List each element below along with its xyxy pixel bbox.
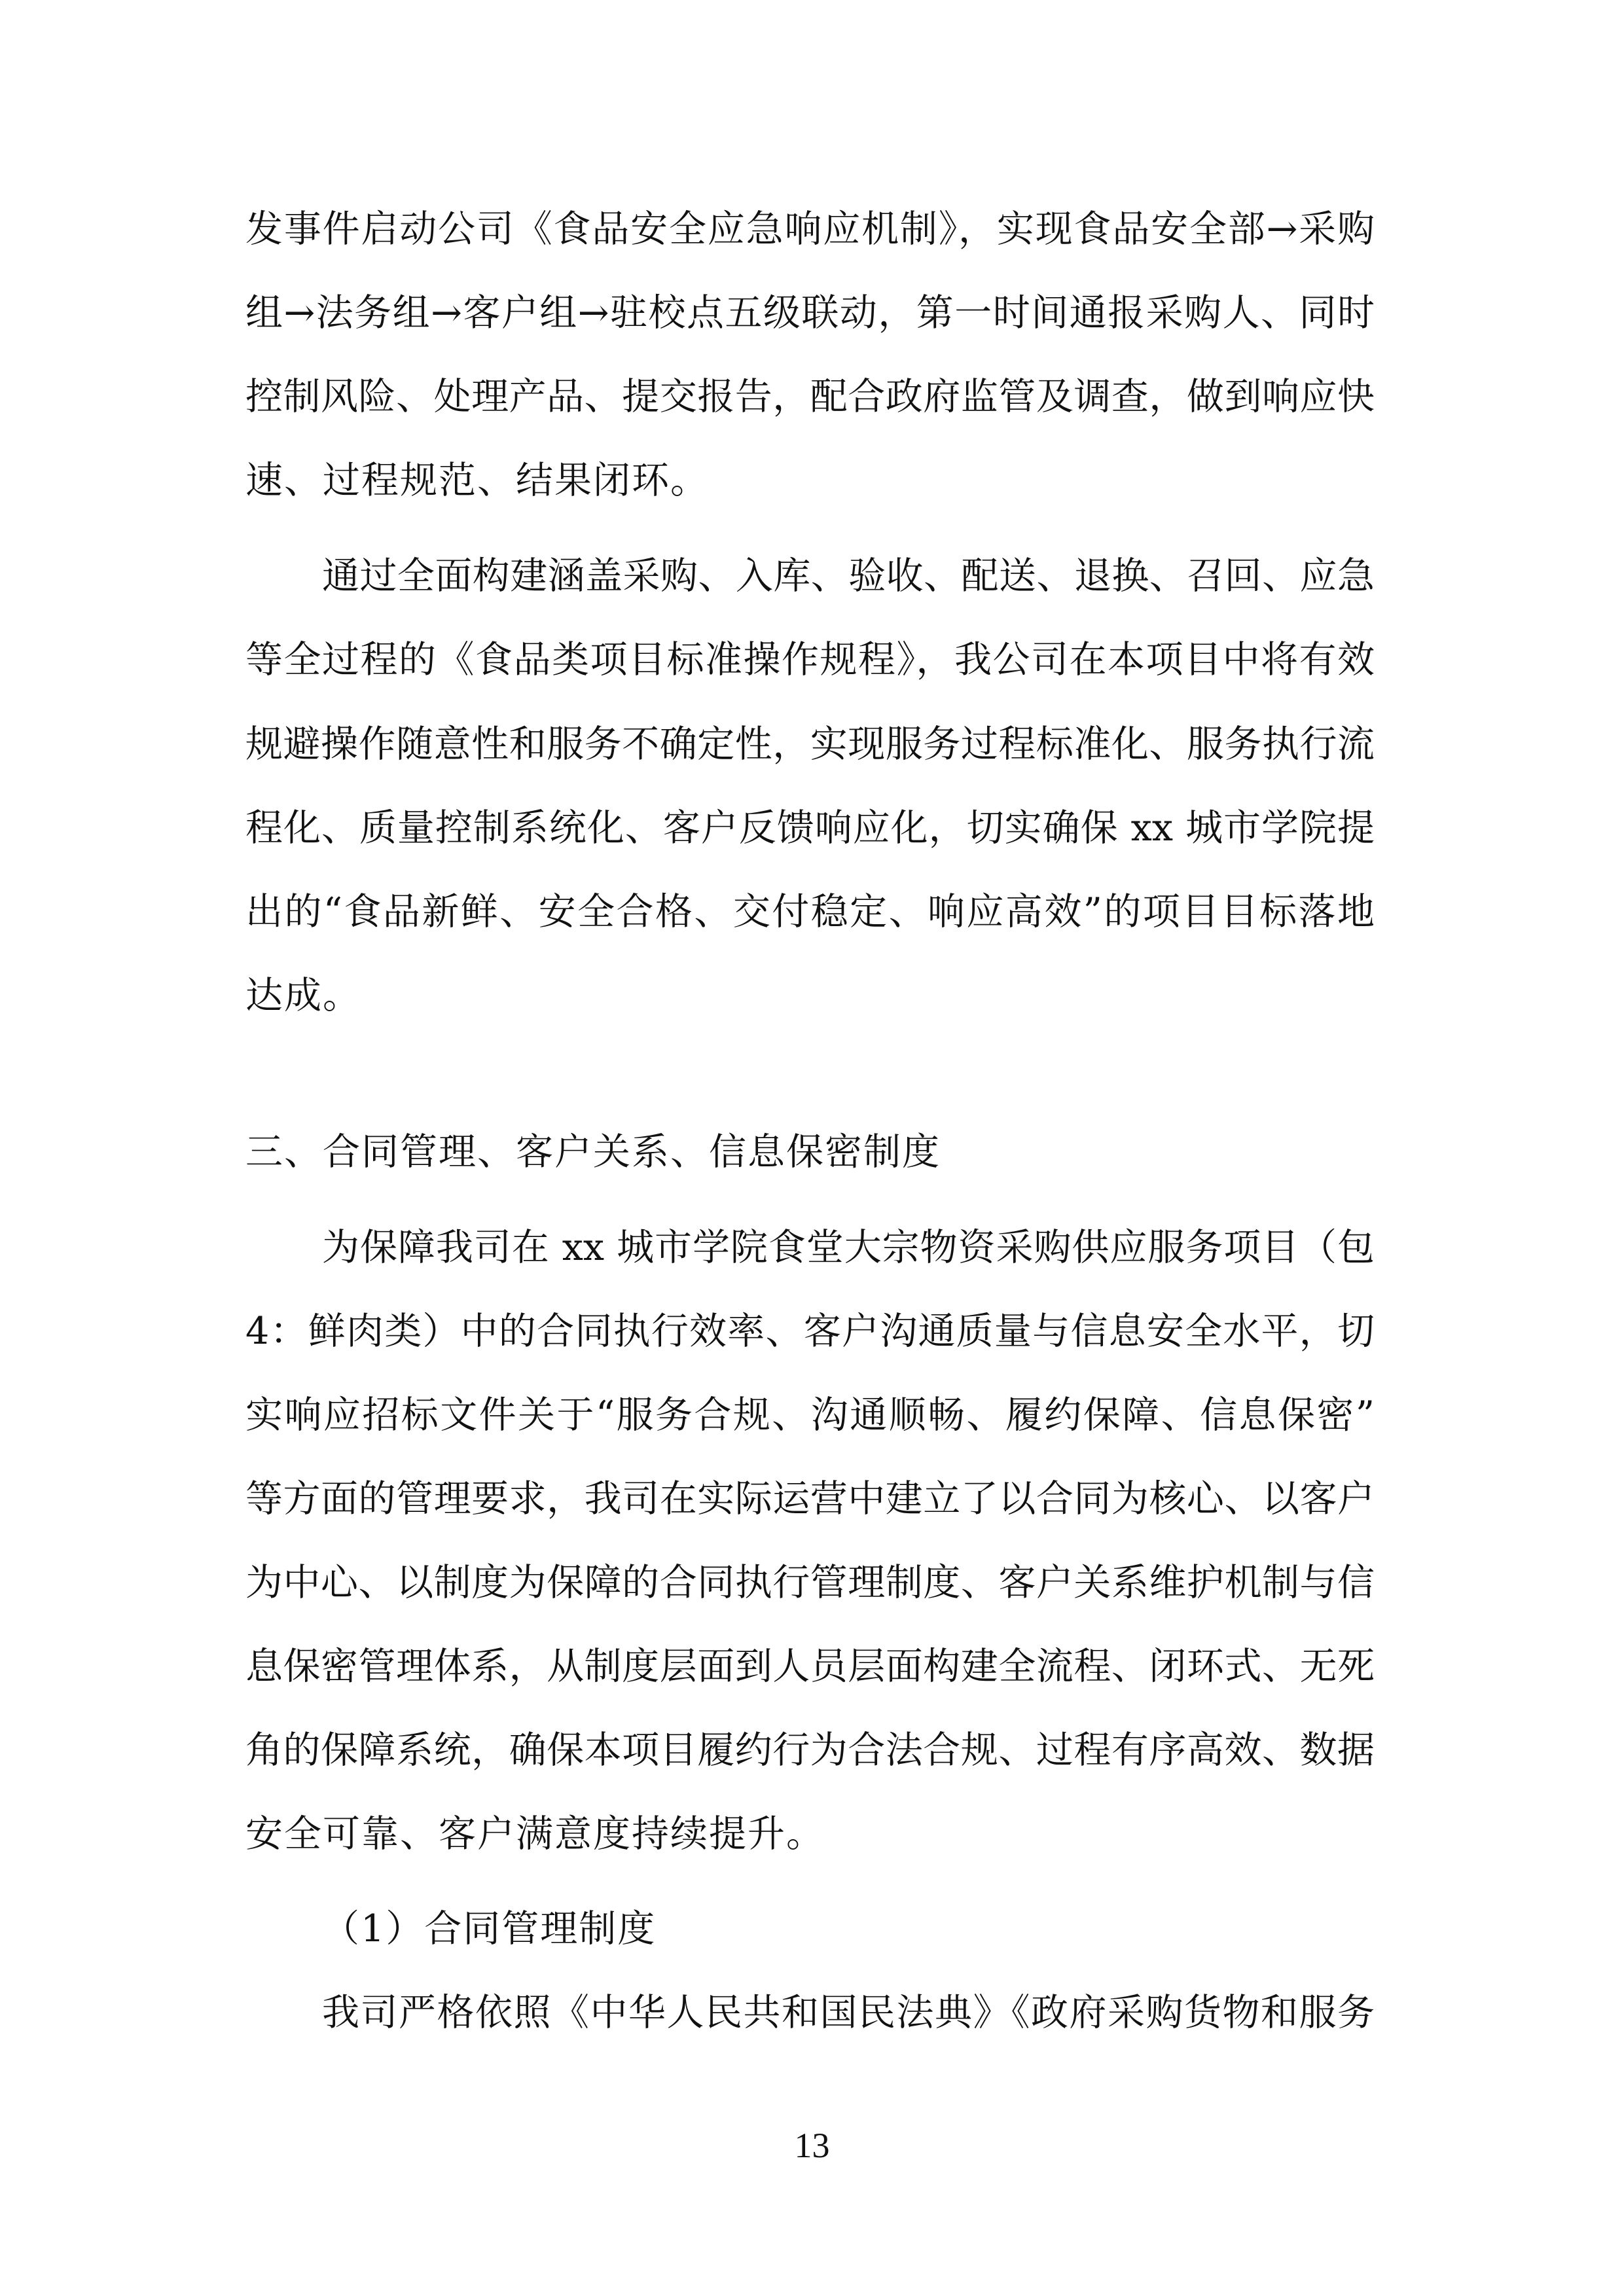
subsection-heading: （1）合同管理制度	[322, 1907, 657, 1950]
paragraph-line: 4：鲜肉类）中的合同执行效率、客户沟通质量与信息安全水平，切	[245, 1310, 1375, 1353]
paragraph-line: 等方面的管理要求，我司在实际运营中建立了以合同为核心、以客户	[245, 1477, 1375, 1520]
paragraph-line: 速、过程规范、结果闭环。	[245, 459, 709, 502]
paragraph-line: 实响应招标文件关于“服务合规、沟通顺畅、履约保障、信息保密”	[245, 1393, 1375, 1437]
paragraph-line: 为中心、以制度为保障的合同执行管理制度、客户关系维护机制与信	[245, 1561, 1375, 1604]
page-number: 13	[794, 2126, 830, 2165]
paragraph-line: 等全过程的《食品类项目标准操作规程》，我公司在本项目中将有效	[245, 638, 1375, 681]
paragraph-line: 发事件启动公司《食品安全应急响应机制》，实现食品安全部→采购	[245, 207, 1375, 251]
paragraph-line: 程化、质量控制系统化、客户反馈响应化，切实确保 xx 城市学院提	[245, 806, 1375, 850]
paragraph-line: 组→法务组→客户组→驻校点五级联动，第一时间通报采购人、同时	[245, 291, 1375, 334]
paragraph-line: 达成。	[245, 974, 361, 1017]
paragraph-line: 息保密管理体系，从制度层面到人员层面构建全流程、闭环式、无死	[245, 1645, 1375, 1688]
paragraph-line: 规避操作随意性和服务不确定性，实现服务过程标准化、服务执行流	[245, 723, 1375, 766]
paragraph-line: 我司严格依照《中华人民共和国民法典》《政府采购货物和服务	[322, 1991, 1375, 2034]
paragraph-line: 角的保障系统，确保本项目履约行为合法合规、过程有序高效、数据	[245, 1729, 1375, 1772]
paragraph-line: 通过全面构建涵盖采购、入库、验收、配送、退换、召回、应急	[322, 554, 1375, 598]
section-heading: 三、合同管理、客户关系、信息保密制度	[245, 1130, 941, 1174]
paragraph-line: 出的“食品新鲜、安全合格、交付稳定、响应高效”的项目目标落地	[245, 890, 1375, 933]
paragraph-line: 为保障我司在 xx 城市学院食堂大宗物资采购供应服务项目（包	[322, 1226, 1375, 1269]
paragraph-line: 安全可靠、客户满意度持续提升。	[245, 1812, 825, 1856]
paragraph-line: 控制风险、处理产品、提交报告，配合政府监管及调查，做到响应快	[245, 375, 1375, 418]
